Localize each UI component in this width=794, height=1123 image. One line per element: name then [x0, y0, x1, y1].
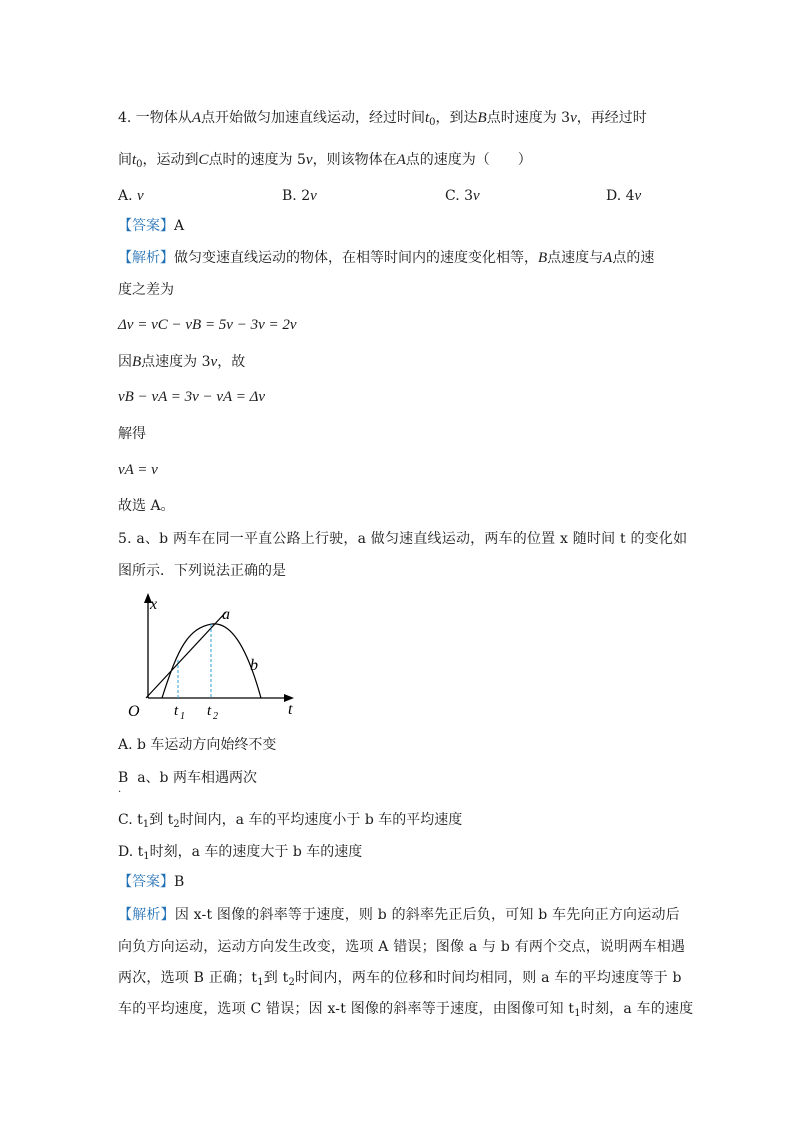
q5-xt-graph [118, 588, 308, 724]
q4-equation-2: vB − vA = 3v − vA = Δv [118, 389, 266, 405]
x-axis-label: x [150, 596, 158, 613]
q4-equation-1: Δv = vC − vB = 5v − 3v = 2v [118, 317, 297, 333]
q4-stem-line-2: 间$t_0$，运动到C点时的速度为 5v，则该物体在A点的速度为（ ） [118, 152, 532, 170]
q5-analysis-line-1: 【解析】因 x-t 图像的斜率等于速度，则 b 的斜率先正后负，可知 b 车先向正方向运动后 [118, 907, 680, 923]
q4-stem-line-1: 4. 一物体从A点开始做匀加速直线运动，经过时间$t_0$，到达B点时速度为 3v，再经过时 [118, 110, 647, 128]
q4-conclusion: 故选 A。 [118, 498, 175, 514]
q4-solve: 解得 [118, 426, 146, 442]
q5-analysis-line-2: 向负方向运动，运动方向发生改变，选项 A 错误；图像 a 与 b 有两个交点，说明两车相遇 [118, 939, 686, 955]
t1-label: t [174, 703, 179, 719]
analysis-tag: 【解析】 [118, 250, 174, 266]
line-a-label: a [222, 606, 230, 623]
q4-option-d[interactable]: D. 4v [606, 188, 642, 204]
q4-options [118, 186, 678, 206]
analysis-tag: 【解析】 [118, 907, 175, 923]
q5-option-d[interactable]: D. $t_1$时刻，a 车的速度大于 b 车的速度 [118, 844, 363, 862]
q4-answer: 【答案】A [118, 218, 185, 234]
t2-subscript: 2 [213, 711, 218, 722]
origin-label: O [128, 703, 140, 720]
q5-answer: 【答案】B [118, 874, 185, 890]
q4-equation-3: vA = v [118, 462, 158, 478]
q5-stem-line-2: 图所示．下列说法正确的是 [118, 563, 286, 579]
q5-analysis-line-3: 两次，选项 B 正确；$t_1$到 $t_2$时间内，两车的位移和时间均相同，则 a 车的平均速度等于 b [118, 970, 682, 988]
q5-option-b-dot: . [118, 784, 122, 795]
q5-option-b[interactable]: B a、b 两车相遇两次 [118, 770, 257, 786]
curve-b-label: b [250, 657, 258, 674]
q4-option-b[interactable]: B. 2v [282, 188, 317, 204]
q4-because: 因B点速度为 3v，故 [118, 354, 246, 370]
t2-label: t [207, 703, 212, 719]
q4-analysis-line-1: 【解析】做匀变速直线运动的物体，在相等时间内的速度变化相等，B点速度与A点的速 [118, 250, 655, 266]
answer-tag: 【答案】 [118, 218, 174, 234]
q5-stem-line-1: 5. a、b 两车在同一平直公路上行驶，a 做匀速直线运动，两车的位置 x 随时间 t 的变化如 [118, 531, 688, 547]
q5-option-a[interactable]: A. b 车运动方向始终不变 [118, 737, 277, 753]
q4-option-c[interactable]: C. 3v [445, 188, 480, 204]
q4-option-a[interactable]: A. v [118, 188, 144, 204]
q5-option-c[interactable]: C. $t_1$到 $t_2$时间内，a 车的平均速度小于 b 车的平均速度 [118, 812, 463, 830]
q4-analysis-line-2: 度之差为 [118, 282, 174, 298]
t1-subscript: 1 [180, 711, 185, 722]
q5-analysis-line-4: 车的平均速度，选项 C 错误；因 x-t 图像的斜率等于速度，由图像可知 $t_1$时刻，a 车的速度 [118, 1001, 694, 1019]
line-a [146, 612, 226, 698]
t-axis-label: t [288, 701, 293, 718]
answer-tag: 【答案】 [118, 874, 174, 890]
